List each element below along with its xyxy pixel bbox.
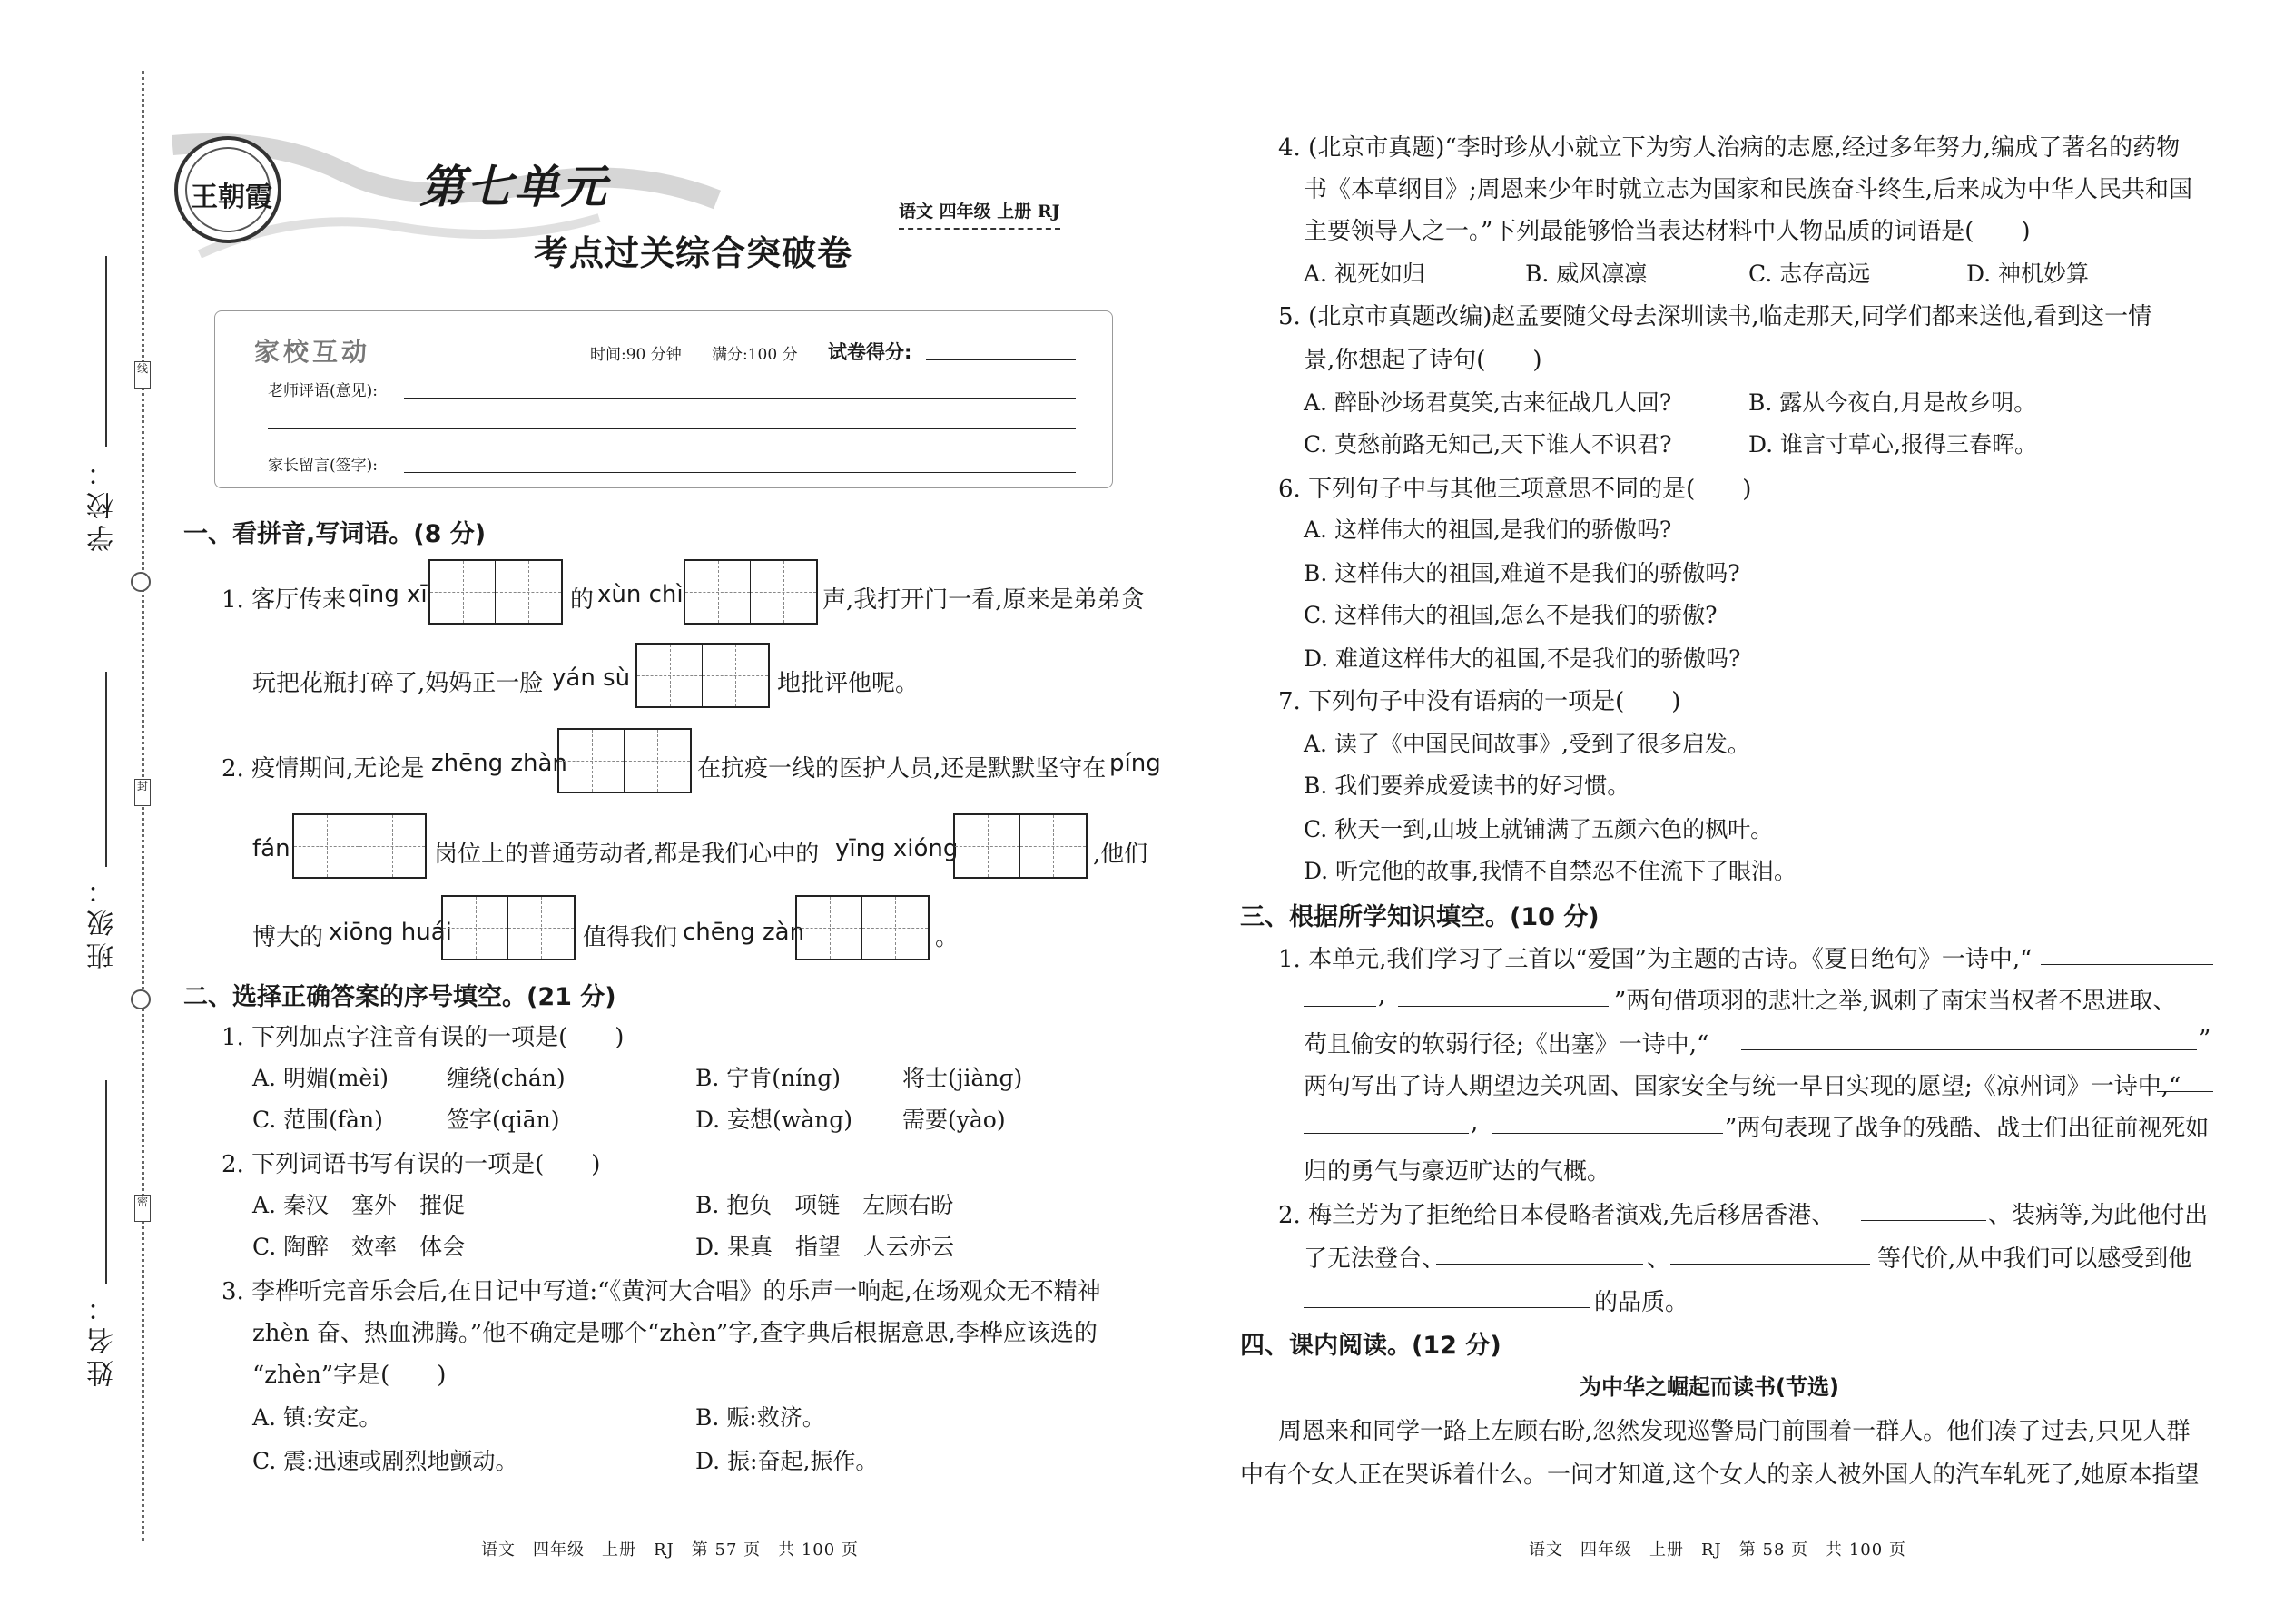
pinyin: qīng xī — [348, 581, 428, 608]
s2q3-line: zhèn 奋、热血沸腾。”他不确定是哪个“zhèn”字,查字典后根据意思,李桦应该选的 — [252, 1320, 1098, 1347]
s1q2-text: 博大的 — [252, 924, 324, 951]
s3q2-text: 2. 梅兰芳为了拒绝给日本侵略者演戏,先后移居香港、 — [1278, 1202, 1836, 1229]
answer-blank[interactable] — [1741, 1049, 2197, 1050]
s3q1-text: 1. 本单元,我们学习了三首以“爱国”为主题的古诗。《夏日绝句》一诗中,“ — [1278, 946, 2033, 973]
option: C. 范围(fàn) — [252, 1107, 383, 1133]
s2q2-stem: 2. 下列词语书写有误的一项是( ) — [222, 1151, 601, 1178]
page-footer-left: 语文 四年级 上册 RJ 第 57 页 共 100 页 — [481, 1540, 859, 1560]
parent-comment-line[interactable] — [404, 472, 1076, 473]
answer-blank[interactable] — [1861, 1220, 1986, 1221]
option: C. 志存高远 — [1748, 261, 1871, 287]
binding-hole — [131, 572, 151, 592]
option: C. 震:迅速或剧烈地颤动。 — [252, 1448, 518, 1474]
s3q1-text: ”两句借项羽的悲壮之举,讽刺了南宋当权者不思进取、 — [1614, 988, 2177, 1015]
option: 将士(jiànɡ) — [902, 1065, 1023, 1091]
option: B. 抱负 项链 左顾右盼 — [695, 1192, 954, 1218]
answer-blank[interactable] — [2157, 1091, 2213, 1092]
char-grid[interactable] — [684, 559, 818, 625]
section2-heading: 二、选择正确答案的序号填空。(21 分) — [183, 983, 616, 1011]
answer-blank[interactable] — [1492, 1133, 1723, 1134]
school-blank — [105, 256, 107, 447]
char-grid[interactable] — [292, 813, 427, 879]
option: A. 视死如归 — [1304, 261, 1425, 287]
option: D. 果真 指望 人云亦云 — [695, 1234, 955, 1260]
section1-heading: 一、看拼音,写词语。(8 分) — [183, 520, 487, 548]
q4-line: 4. (北京市真题)“李时珍从小就立下为穷人治病的志愿,经过多年努力,编成了著名的药物 — [1278, 134, 2181, 162]
pinyin: zhēng zhàn — [431, 750, 567, 777]
s2q3-line: “zhèn”字是( ) — [252, 1362, 447, 1389]
pinyin: chēng zàn — [683, 919, 805, 946]
class-blank — [105, 672, 107, 867]
binding-hole — [131, 989, 151, 1009]
q4-line: 书《本草纲目》;周恩来少年时就立志为国家和民族奋斗终生,后来成为中华人民共和国 — [1304, 176, 2193, 203]
home-school-badge: 家校互动 — [254, 337, 371, 367]
char-grid[interactable] — [428, 559, 563, 625]
teacher-comment-label: 老师评语(意见): — [268, 382, 378, 400]
reading-paragraph: 周恩来和同学一路上左顾右盼,忽然发现巡警局门前围着一群人。他们凑了过去,只见人群 — [1278, 1418, 2191, 1445]
char-grid[interactable] — [795, 895, 930, 960]
option: 需要(yào) — [902, 1107, 1006, 1133]
s3q2-text: 、 — [1647, 1245, 1671, 1273]
class-label: 班级： — [87, 871, 119, 969]
option: B. 赈:救济。 — [695, 1404, 825, 1431]
s3q2-text: 的品质。 — [1594, 1289, 1689, 1316]
option: D. 谁言寸草心,报得三春晖。 — [1748, 431, 2037, 458]
q5-line: 景,你想起了诗句( ) — [1304, 347, 1542, 374]
exam-time: 时间:90 分钟 — [590, 346, 682, 364]
s3q1-text: , — [1471, 1109, 1479, 1137]
option: B. 我们要养成爱读书的好习惯。 — [1304, 773, 1630, 799]
q4-line: 主要领导人之一。”下列最能够恰当表达材料中人物品质的词语是( ) — [1304, 218, 2031, 245]
s1q1-text: 1. 客厅传来 — [222, 586, 347, 614]
option: A. 明媚(mèi) — [252, 1065, 389, 1091]
s3q2-text: 等代价,从中我们可以感受到他 — [1877, 1245, 2192, 1273]
option: C. 陶醉 效率 体会 — [252, 1234, 466, 1260]
char-grid[interactable] — [953, 813, 1088, 879]
option: D. 神机妙算 — [1966, 261, 2090, 287]
answer-blank[interactable] — [1304, 1006, 1376, 1007]
answer-blank[interactable] — [1670, 1264, 1870, 1265]
option: A. 秦汉 塞外 摧促 — [252, 1192, 465, 1218]
cut-mark-xian: 线 — [134, 361, 151, 389]
s1q2-text: 值得我们 — [583, 924, 678, 951]
grade-tag: 语文 四年级 上册 RJ — [899, 198, 1060, 230]
logo-text: 王朝霞 — [191, 182, 272, 213]
option: B. 威风凛凛 — [1525, 261, 1648, 287]
s2q3-line: 3. 李桦听完音乐会后,在日记中写道:“《黄河大合唱》的乐声一响起,在场观众无不精神 — [222, 1278, 1101, 1305]
char-grid[interactable] — [441, 895, 576, 960]
parent-comment-label: 家长留言(签字): — [268, 457, 378, 475]
pinyin: fán — [252, 835, 290, 862]
school-label: 学校： — [87, 454, 119, 552]
cut-mark-feng: 封 — [134, 779, 151, 806]
name-blank — [105, 1080, 107, 1284]
score-label: 试卷得分: — [828, 341, 912, 363]
s1q2-text: 。 — [935, 924, 960, 951]
option: C. 秋天一到,山坡上就铺满了五颜六色的枫叶。 — [1304, 816, 1774, 842]
pinyin: xiōng huái — [329, 919, 452, 946]
s2q1-stem: 1. 下列加点字注音有误的一项是( ) — [222, 1024, 625, 1051]
cut-line — [142, 71, 144, 1541]
option: B. 露从今夜白,月是故乡明。 — [1748, 389, 2037, 416]
q5-line: 5. (北京市真题改编)赵孟要随父母去深圳读书,临走那天,同学们都来送他,看到这一情 — [1278, 303, 2152, 330]
answer-blank[interactable] — [1436, 1264, 1643, 1265]
char-grid[interactable] — [635, 643, 770, 708]
option: D. 妄想(wànɡ) — [695, 1107, 852, 1133]
option: C. 莫愁前路无知己,天下谁人不识君? — [1304, 431, 1672, 458]
paper-subtitle: 考点过关综合突破卷 — [534, 233, 853, 273]
s3q1-text: , — [1378, 982, 1386, 1009]
answer-blank[interactable] — [2041, 964, 2213, 965]
page-footer-right: 语文 四年级 上册 RJ 第 58 页 共 100 页 — [1529, 1540, 1906, 1560]
option: A. 镇:安定。 — [252, 1404, 382, 1431]
option: A. 这样伟大的祖国,是我们的骄傲吗? — [1304, 517, 1672, 543]
q6-stem: 6. 下列句子中与其他三项意思不同的是( ) — [1278, 476, 1752, 503]
option: B. 宁肯(nínɡ) — [695, 1065, 841, 1091]
section3-heading: 三、根据所学知识填空。(10 分) — [1240, 903, 1600, 931]
option: C. 这样伟大的祖国,怎么不是我们的骄傲? — [1304, 602, 1718, 628]
s1q2-text: ,他们 — [1093, 841, 1148, 868]
pinyin: yán sù — [552, 664, 631, 692]
reading-title: 为中华之崛起而读书(节选) — [1580, 1374, 1839, 1400]
char-grid[interactable] — [557, 728, 692, 793]
s1q2-text: 在抗疫一线的医护人员,还是默默坚守在 — [697, 755, 1107, 782]
s3q1-text: 苟且偷安的软弱行径;《出塞》一诗中,“ — [1304, 1031, 1709, 1058]
answer-blank[interactable] — [1304, 1307, 1590, 1308]
teacher-comment-line[interactable] — [268, 428, 1076, 429]
option: A. 读了《中国民间故事》,受到了很多启发。 — [1304, 731, 1750, 757]
option: B. 这样伟大的祖国,难道不是我们的骄傲吗? — [1304, 560, 1740, 586]
s1q2-text: 2. 疫情期间,无论是 — [222, 755, 425, 782]
score-blank[interactable] — [926, 359, 1076, 360]
pinyin: píng — [1109, 750, 1161, 777]
s3q1-text: 归的勇气与豪迈旷达的气概。 — [1304, 1158, 1611, 1186]
cut-mark-mi: 密 — [134, 1195, 151, 1222]
s3q1-text: 两句写出了诗人期望边关巩固、国家安全与统一早日实现的愿望;《凉州词》一诗中,“ — [1304, 1073, 2181, 1100]
option: D. 难道这样伟大的祖国,不是我们的骄傲吗? — [1304, 645, 1741, 672]
s1q1-text: 的 — [570, 586, 595, 614]
s3q2-text: 了无法登台、 — [1304, 1245, 1446, 1273]
answer-blank[interactable] — [1398, 1006, 1609, 1007]
s3q1-text: ” — [2199, 1026, 2211, 1053]
full-score: 满分:100 分 — [712, 346, 798, 364]
s1q2-text: 岗位上的普通劳动者,都是我们心中的 — [434, 841, 820, 868]
s3q1-text: ”两句表现了战争的残酷、战士们出征前视死如 — [1725, 1115, 2210, 1142]
reading-paragraph: 中有个女人正在哭诉着什么。一问才知道,这个女人的亲人被外国人的汽车轧死了,她原本指望 — [1240, 1462, 2200, 1489]
unit-title: 第七单元 — [419, 161, 608, 213]
q7-stem: 7. 下列句子中没有语病的一项是( ) — [1278, 688, 1681, 715]
s1q1-text: 玩把花瓶打碎了,妈妈正一脸 — [252, 670, 544, 697]
s1q1-text: 声,我打开门一看,原来是弟弟贪 — [822, 586, 1145, 614]
option: D. 振:奋起,振作。 — [695, 1448, 879, 1474]
teacher-comment-line[interactable] — [404, 398, 1076, 399]
option: 缠绕(chán) — [447, 1065, 566, 1091]
section4-heading: 四、课内阅读。(12 分) — [1240, 1332, 1501, 1360]
option: D. 听完他的故事,我情不自禁忍不住流下了眼泪。 — [1304, 858, 1797, 884]
option: 签字(qiān) — [447, 1107, 560, 1133]
pinyin: xùn chì — [597, 581, 684, 608]
answer-blank[interactable] — [1304, 1133, 1469, 1134]
s1q1-text: 地批评他呢。 — [777, 670, 920, 697]
brand-logo — [174, 136, 281, 243]
pinyin: yīng xióng — [835, 835, 959, 862]
option: A. 醉卧沙场君莫笑,古来征战几人回? — [1304, 389, 1672, 416]
name-label: 姓名： — [87, 1289, 119, 1387]
s3q2-text: 、装病等,为此他付出 — [1988, 1202, 2209, 1229]
